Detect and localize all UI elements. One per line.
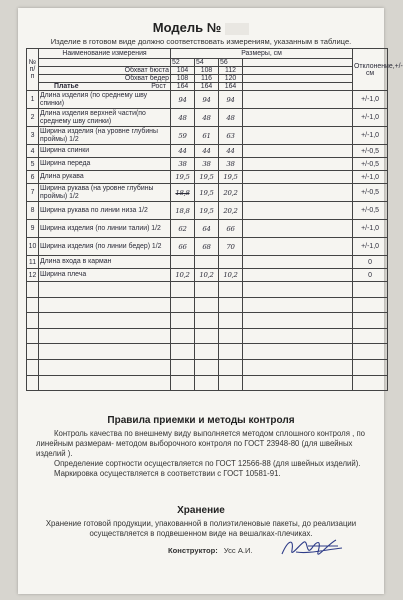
spec-sheet xyxy=(18,8,403,594)
measurement-rows xyxy=(27,91,388,282)
measurement-value: 44 xyxy=(171,145,195,158)
measurement-row xyxy=(27,171,388,184)
document-subtitle: Изделие в готовом виде должно соответствовать измерениям, указанным в таблице. xyxy=(50,37,352,46)
tolerance-value: +/-0,5 xyxy=(353,145,388,158)
measurement-row xyxy=(27,91,388,109)
tolerance-value: 0 xyxy=(353,269,388,282)
measurement-name: Ширина переда xyxy=(39,158,171,171)
empty-row xyxy=(27,297,388,313)
measurement-value xyxy=(195,256,219,269)
size-56: 56 xyxy=(219,59,243,67)
measurement-value: 70 xyxy=(219,238,243,256)
measurement-value: 19,5 xyxy=(171,171,195,184)
bust-56: 112 xyxy=(219,67,243,75)
rules-heading: Правила приемки и методы контроля xyxy=(107,415,295,426)
height-56: 164 xyxy=(219,83,243,91)
tolerance-value: +/-1,0 xyxy=(353,127,388,145)
measurement-row xyxy=(27,109,388,127)
measurement-name: Ширина рукава (на уровне глубины проймы) 1/2 xyxy=(39,184,171,202)
measurement-row xyxy=(27,184,388,202)
measurement-name: Ширина плеча xyxy=(39,269,171,282)
measurement-name: Длина рукава xyxy=(39,171,171,184)
measurement-row xyxy=(27,127,388,145)
measurement-value: 61 xyxy=(195,127,219,145)
empty-row xyxy=(27,375,388,391)
measurement-value: 62 xyxy=(171,220,195,238)
measurement-value: 38 xyxy=(171,158,195,171)
rules-paragraph-3: Маркировка осуществляется в соответствии с ГОСТ 10581-91. xyxy=(54,469,281,478)
tolerance-value: +/-0,5 xyxy=(353,202,388,220)
row-number: 9 xyxy=(27,220,39,238)
measurement-name: Ширина спинки xyxy=(39,145,171,158)
bust-54: 108 xyxy=(195,67,219,75)
measurement-value: 19,5 xyxy=(195,202,219,220)
header-blank xyxy=(39,59,171,67)
model-number-redacted xyxy=(225,23,249,35)
empty-row xyxy=(27,282,388,298)
header-tolerance: Отклонение,+/- см xyxy=(353,49,388,91)
signature-line xyxy=(168,546,253,555)
measurement-name: Ширина рукава по линии низа 1/2 xyxy=(39,202,171,220)
storage-text: Хранение готовой продукции, упакованной в полиэтиленовые пакеты, до реализации осуществляется в подвешенном виде на вешалках-плечиках. xyxy=(45,519,357,538)
measurement-value: 48 xyxy=(219,109,243,127)
row-number: 4 xyxy=(27,145,39,158)
measurement-value: 63 xyxy=(219,127,243,145)
tolerance-value: +/-1,0 xyxy=(353,238,388,256)
tolerance-value: +/-0,5 xyxy=(353,184,388,202)
size-54: 54 xyxy=(195,59,219,67)
rules-paragraph-2: Определение сортности осуществляется по ГОСТ 12566-88 (для швейных изделий). xyxy=(54,459,361,468)
measurement-value: 48 xyxy=(171,109,195,127)
measurement-value: 20,2 xyxy=(219,202,243,220)
row-number: 1 xyxy=(27,91,39,109)
hips-56: 120 xyxy=(219,75,243,83)
row-number: 3 xyxy=(27,127,39,145)
tolerance-value: +/-1,0 xyxy=(353,220,388,238)
measurement-value: 94 xyxy=(219,91,243,109)
row-number: 5 xyxy=(27,158,39,171)
rules-paragraph-1: Контроль качества по внешнему виду выполняется методом сплошного контроля , по линейным размерам- методом выборочного контроля по ГОСТ 23948-80 (для швейных изделий ). xyxy=(36,429,365,458)
measurement-value: 38 xyxy=(219,158,243,171)
product-row-label xyxy=(39,83,171,91)
empty-rows xyxy=(27,282,388,391)
measurement-value xyxy=(171,256,195,269)
measurement-value: 68 xyxy=(195,238,219,256)
measurement-value: 44 xyxy=(195,145,219,158)
row-number: 2 xyxy=(27,109,39,127)
acceptance-rules xyxy=(36,416,366,479)
measurement-value: 38 xyxy=(195,158,219,171)
empty-row xyxy=(27,328,388,344)
measurement-row xyxy=(27,145,388,158)
tolerance-value: +/-1,0 xyxy=(353,109,388,127)
row-number: 12 xyxy=(27,269,39,282)
measurement-value xyxy=(219,256,243,269)
measurement-value: 19,5 xyxy=(219,171,243,184)
handwritten-signature xyxy=(278,534,348,562)
measurement-row xyxy=(27,238,388,256)
header-name: Наименование измерения xyxy=(39,49,171,59)
row-number: 10 xyxy=(27,238,39,256)
measurement-name: Ширина изделия (по линии талии) 1/2 xyxy=(39,220,171,238)
measurement-value: 19,5 xyxy=(195,184,219,202)
measurement-name: Ширина изделия (по линии бедер) 1/2 xyxy=(39,238,171,256)
measurement-row xyxy=(27,158,388,171)
document-title xyxy=(18,20,384,35)
empty-row xyxy=(27,313,388,329)
measurement-value: 18,8 xyxy=(171,184,195,202)
measurement-name: Ширина изделия (на уровне глубины проймы) 1/2 xyxy=(39,127,171,145)
measurement-value: 94 xyxy=(171,91,195,109)
title-text: Модель № xyxy=(152,20,222,35)
product-label: Платье xyxy=(54,83,79,90)
signature-label: Конструктор: xyxy=(168,546,218,555)
measurement-value: 48 xyxy=(195,109,219,127)
measurement-value: 64 xyxy=(195,220,219,238)
measurement-row xyxy=(27,220,388,238)
hips-52: 108 xyxy=(171,75,195,83)
height-52: 164 xyxy=(171,83,195,91)
empty-row xyxy=(27,359,388,375)
tolerance-value: +/-0,5 xyxy=(353,158,388,171)
bust-52: 104 xyxy=(171,67,195,75)
row-number: 7 xyxy=(27,184,39,202)
measurement-value: 59 xyxy=(171,127,195,145)
measurement-value: 44 xyxy=(219,145,243,158)
hips-label: Обхват бедер xyxy=(39,75,171,83)
measurement-value: 18,8 xyxy=(171,202,195,220)
measurement-value: 66 xyxy=(171,238,195,256)
storage-heading: Хранение xyxy=(177,505,225,516)
bust-label: Обхват бюста xyxy=(39,67,171,75)
header-no: № п/п xyxy=(27,49,39,91)
signature-name: Усс А.И. xyxy=(223,546,253,555)
measurement-row xyxy=(27,269,388,282)
measurement-value: 10,2 xyxy=(171,269,195,282)
measurement-value: 10,2 xyxy=(219,269,243,282)
tolerance-value: 0 xyxy=(353,256,388,269)
hips-54: 116 xyxy=(195,75,219,83)
tolerance-value: +/-1,0 xyxy=(353,171,388,184)
measurement-name: Длина изделия верхней части(по среднему шву спинки) xyxy=(39,109,171,127)
measurement-value: 10,2 xyxy=(195,269,219,282)
measurement-row xyxy=(27,256,388,269)
row-number: 8 xyxy=(27,202,39,220)
measurement-value: 19,5 xyxy=(195,171,219,184)
empty-row xyxy=(27,344,388,360)
measurement-row xyxy=(27,202,388,220)
measurements-table xyxy=(26,48,403,391)
measurement-name: Длина входа в карман xyxy=(39,256,171,269)
row-number: 11 xyxy=(27,256,39,269)
measurement-value: 94 xyxy=(195,91,219,109)
header-sizes: Размеры, см xyxy=(171,49,353,59)
measurement-value: 20,2 xyxy=(219,184,243,202)
measurement-value: 66 xyxy=(219,220,243,238)
measurement-name: Длина изделия (по среднему шву спинки) xyxy=(39,91,171,109)
height-label: Рост xyxy=(151,83,166,90)
row-number: 6 xyxy=(27,171,39,184)
height-54: 164 xyxy=(195,83,219,91)
tolerance-value: +/-1,0 xyxy=(353,91,388,109)
size-52: 52 xyxy=(171,59,195,67)
